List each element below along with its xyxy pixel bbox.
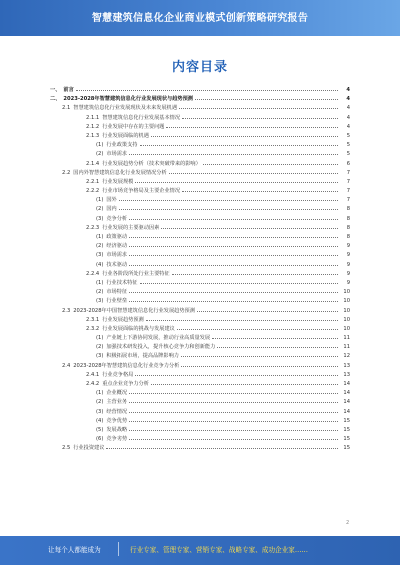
- toc-leader-dots: [129, 291, 338, 293]
- toc-entry-number: 一、: [50, 87, 61, 93]
- toc-entry-page: 10: [343, 298, 350, 305]
- toc-entry-label: 行业发展规模: [102, 178, 134, 185]
- footer-roles: 行业专家、管理专家、营销专家、战略专家、成功企业家……: [130, 546, 309, 554]
- toc-entry[interactable]: [50, 371, 350, 380]
- toc-entry[interactable]: [50, 417, 350, 426]
- toc-entry[interactable]: [50, 426, 350, 435]
- toc-entry[interactable]: [50, 160, 350, 169]
- toc-entry-number: 2.4: [62, 362, 71, 369]
- toc-entry-number: 2.5: [62, 445, 71, 452]
- toc-entry-number: (1): [96, 279, 104, 286]
- toc-leader-dots: [182, 190, 338, 192]
- toc-entry[interactable]: [50, 288, 350, 297]
- toc-entry-label: 产业链上下游协同发展，推动行业高质量发展: [106, 335, 211, 342]
- toc-leader-dots: [161, 227, 338, 229]
- toc-entry[interactable]: [50, 233, 350, 242]
- toc-entry[interactable]: [50, 215, 350, 224]
- report-header-banner: [0, 0, 400, 36]
- toc-entry-page: 4: [346, 96, 350, 103]
- toc-entry-page: 13: [343, 371, 350, 378]
- toc-entry-label: 行业发展面临的挑战与发展建议: [102, 325, 175, 332]
- toc-entry-number: (2): [96, 344, 104, 351]
- toc-entry-page: 15: [343, 436, 350, 443]
- toc-entry-page: 4: [346, 105, 350, 112]
- toc-entry-page: 12: [343, 353, 350, 360]
- toc-entry-page: 8: [346, 234, 350, 240]
- toc-entry-number: 2.2.4: [86, 270, 100, 277]
- toc-entry[interactable]: [50, 95, 350, 104]
- toc-entry-number: 2.1: [62, 105, 71, 112]
- toc-leader-dots: [129, 236, 338, 238]
- footer-divider: [118, 542, 119, 556]
- toc-entry[interactable]: [50, 242, 350, 251]
- toc-entry[interactable]: [50, 150, 350, 159]
- toc-entry-label: 行业竞争格局: [102, 371, 134, 378]
- toc-leader-dots: [119, 199, 338, 201]
- toc-entry-page: 9: [346, 279, 350, 286]
- toc-entry-number: (2): [96, 206, 104, 213]
- toc-entry-page: 6: [346, 160, 350, 167]
- toc-leader-dots: [129, 153, 338, 155]
- toc-entry-label: 竞争优势: [106, 417, 128, 424]
- toc-entry[interactable]: [50, 352, 350, 361]
- toc-entry-number: (1): [96, 197, 104, 204]
- toc-entry-label: 2023-2028年智慧建筑信息化行业发展现状与趋势预测: [63, 96, 193, 103]
- toc-entry-page: 4: [346, 123, 350, 130]
- toc-entry-number: 2.1.4: [86, 160, 100, 167]
- toc-entry-number: (3): [96, 252, 104, 259]
- toc-entry[interactable]: [50, 270, 350, 279]
- toc-leader-dots: [129, 392, 338, 394]
- toc-leader-dots: [129, 300, 338, 302]
- toc-entry-number: (1): [96, 335, 104, 342]
- toc-entry[interactable]: [50, 261, 350, 270]
- toc-leader-dots: [217, 346, 338, 348]
- report-title: 智慧建筑信息化企业商业模式创新策略研究报告: [91, 13, 309, 24]
- toc-entry[interactable]: [50, 251, 350, 260]
- toc-entry-page: 9: [346, 243, 350, 250]
- toc-entry-label: 2023-2028年中国智慧建筑信息化行业发展趋势预测: [73, 307, 195, 314]
- toc-leader-dots: [181, 365, 338, 367]
- toc-entry-label: 竞争劣势: [106, 436, 128, 443]
- page-number: 2: [346, 520, 350, 526]
- toc-entry-number: (1): [96, 234, 104, 240]
- toc-entry[interactable]: [50, 380, 350, 389]
- toc-leader-dots: [197, 310, 338, 312]
- toc-entry-number: 2.4.1: [86, 371, 100, 378]
- toc-entry-page: 15: [343, 417, 350, 424]
- toc-leader-dots: [195, 98, 338, 100]
- toc-leader-dots: [129, 401, 338, 403]
- toc-entry-page: 15: [343, 426, 350, 433]
- toc-entry[interactable]: [50, 435, 350, 444]
- toc-entry-label: 国内: [106, 206, 117, 213]
- toc-entry-number: (6): [96, 436, 104, 443]
- toc-entry[interactable]: [50, 132, 350, 141]
- toc-leader-dots: [151, 135, 338, 137]
- toc-entry-page: 14: [343, 390, 350, 397]
- toc-entry-label: 行业壁垒: [106, 298, 128, 305]
- toc-entry-page: 5: [346, 142, 350, 149]
- toc-entry[interactable]: [50, 389, 350, 398]
- toc-entry[interactable]: [50, 325, 350, 334]
- toc-entry-number: 2.3.2: [86, 325, 100, 332]
- toc-entry[interactable]: [50, 114, 350, 123]
- toc-entry[interactable]: [50, 307, 350, 316]
- toc-entry-page: 13: [343, 362, 350, 369]
- toc-entry-label: 国内外智慧建筑信息化行业发展情况分析: [73, 169, 167, 176]
- toc-entry-number: (2): [96, 243, 104, 250]
- toc-entry-label: 行业各阶段所处行业主要特征: [102, 270, 170, 277]
- toc-leader-dots: [106, 447, 338, 449]
- toc-leader-dots: [129, 218, 338, 220]
- toc-entry[interactable]: [50, 316, 350, 325]
- toc-entry[interactable]: [50, 297, 350, 306]
- toc-leader-dots: [172, 273, 338, 275]
- toc-leader-dots: [135, 374, 338, 376]
- toc-entry-page: 14: [343, 399, 350, 406]
- toc-entry-page: 8: [346, 224, 350, 231]
- toc-entry-label: 市场需求: [106, 151, 128, 158]
- toc-entry[interactable]: [50, 196, 350, 205]
- toc-leader-dots: [166, 126, 338, 128]
- toc-entry-page: 10: [343, 307, 350, 314]
- footer-slogan: 让每个人都能成为: [48, 546, 101, 554]
- toc-entry[interactable]: [50, 343, 350, 352]
- toc-entry-number: 2.1.1: [86, 114, 100, 121]
- toc-entry-label: 技术驱动: [106, 261, 128, 268]
- toc-entry-page: 8: [346, 206, 350, 213]
- toc-entry-label: 重点企业竞争力分析: [102, 381, 149, 387]
- toc-leader-dots: [135, 181, 338, 183]
- toc-entry-page: 14: [343, 381, 350, 387]
- toc-entry-label: 前言: [63, 87, 74, 93]
- toc-entry-page: 4: [346, 114, 350, 121]
- toc-entry-label: 市场特征: [106, 289, 128, 296]
- toc-entry-label: 行业投资建议: [73, 445, 105, 452]
- toc-entry-page: 9: [346, 270, 350, 277]
- toc-entry-page: 15: [343, 445, 350, 452]
- toc-leader-dots: [129, 420, 338, 422]
- toc-entry-page: 7: [346, 169, 350, 176]
- toc-entry[interactable]: [50, 279, 350, 288]
- toc-entry-page: 7: [346, 178, 350, 185]
- toc-entry-page: 14: [343, 408, 350, 415]
- toc-leader-dots: [179, 107, 338, 109]
- toc-entry-label: 市场需求: [106, 252, 128, 259]
- toc-entry-label: 行业发展趋势预测: [102, 316, 144, 323]
- toc-leader-dots: [119, 208, 338, 210]
- toc-entry-number: (3): [96, 353, 104, 360]
- toc-entry-number: (1): [96, 390, 104, 397]
- toc-entry-number: (3): [96, 408, 104, 415]
- toc-leader-dots: [169, 172, 338, 174]
- toc-entry-number: 2.2: [62, 169, 71, 176]
- toc-leader-dots: [129, 438, 338, 440]
- toc-entry-label: 发展战略: [106, 426, 128, 433]
- toc-entry-page: 8: [346, 215, 350, 222]
- toc-entry-page: 10: [343, 289, 350, 296]
- toc-leader-dots: [129, 254, 338, 256]
- toc-entry-number: 2.2.1: [86, 178, 100, 185]
- toc-entry-page: 5: [346, 151, 350, 158]
- toc-entry-page: 9: [346, 252, 350, 259]
- toc-entry-number: (1): [96, 142, 104, 149]
- toc-leader-dots: [129, 264, 338, 266]
- toc-entry[interactable]: [50, 187, 350, 196]
- toc-entry-label: 经济驱动: [106, 243, 128, 250]
- toc-entry[interactable]: [50, 408, 350, 417]
- toc-entry-label: 积极拓展市场，提高品牌影响力: [106, 353, 179, 360]
- table-of-contents: [50, 86, 350, 454]
- toc-entry-number: (2): [96, 399, 104, 406]
- toc-entry[interactable]: [50, 224, 350, 233]
- toc-entry-number: (2): [96, 289, 104, 296]
- toc-entry-number: 二、: [50, 96, 61, 103]
- toc-leader-dots: [76, 89, 338, 91]
- toc-entry-number: (4): [96, 261, 104, 268]
- toc-entry-label: 行业发展趋势分析（技术突破带来的影响）: [102, 160, 201, 167]
- toc-entry-page: 9: [346, 261, 350, 268]
- toc-entry-page: 11: [343, 344, 350, 351]
- toc-entry-number: (3): [96, 298, 104, 305]
- toc-entry-number: 2.1.2: [86, 123, 100, 130]
- toc-leader-dots: [129, 411, 338, 413]
- toc-entry-number: 2.2.3: [86, 224, 100, 231]
- toc-leader-dots: [212, 337, 338, 339]
- toc-entry-label: 行业政策支持: [106, 142, 138, 149]
- toc-entry-number: (4): [96, 417, 104, 424]
- toc-entry-label: 国外: [106, 197, 117, 204]
- toc-entry[interactable]: [50, 169, 350, 178]
- toc-leader-dots: [140, 282, 339, 284]
- toc-entry-number: 2.1.3: [86, 132, 100, 139]
- toc-entry-number: (3): [96, 215, 104, 222]
- toc-entry-page: 5: [346, 132, 350, 139]
- toc-entry-label: 企业概况: [106, 390, 128, 397]
- toc-entry-page: 7: [346, 188, 350, 195]
- toc-entry-page: 10: [343, 325, 350, 332]
- toc-entry-label: 竞争分析: [106, 215, 128, 222]
- toc-leader-dots: [203, 163, 338, 165]
- toc-entry-page: 7: [346, 197, 350, 204]
- toc-entry-label: 主营业务: [106, 399, 128, 406]
- toc-entry-label: 行业市场竞争格局及主要企业情况: [102, 188, 181, 195]
- toc-entry-number: 2.2.2: [86, 188, 100, 195]
- toc-entry-number: 2.3: [62, 307, 71, 314]
- toc-entry-label: 智慧建筑信息化行业发展现状及未来发展机遇: [73, 105, 178, 112]
- toc-leader-dots: [146, 319, 338, 321]
- toc-entry-label: 经营情况: [106, 408, 128, 415]
- toc-leader-dots: [151, 383, 338, 385]
- toc-leader-dots: [129, 429, 338, 431]
- footer-banner: [0, 536, 400, 565]
- toc-entry-number: (5): [96, 426, 104, 433]
- toc-entry-label: 政策驱动: [106, 234, 128, 240]
- toc-entry-label: 2023-2028年智慧建筑信息化行业竞争力分析: [73, 362, 180, 369]
- toc-entry[interactable]: [50, 86, 350, 95]
- toc-entry[interactable]: [50, 104, 350, 113]
- toc-leader-dots: [181, 355, 338, 357]
- toc-leader-dots: [140, 144, 339, 146]
- toc-heading: 内容目录: [171, 60, 228, 75]
- toc-entry-label: 行业技术特征: [106, 279, 138, 286]
- toc-entry-label: 行业发展面临的机遇: [102, 132, 149, 139]
- toc-entry[interactable]: [50, 123, 350, 132]
- toc-entry-label: 加强技术研发投入，提升核心竞争力和创新能力: [106, 344, 216, 351]
- toc-entry-page: 10: [343, 316, 350, 323]
- toc-entry[interactable]: [50, 141, 350, 150]
- toc-entry-page: 11: [343, 335, 350, 342]
- toc-entry[interactable]: [50, 444, 350, 453]
- toc-entry-page: 4: [346, 87, 350, 93]
- toc-entry-number: (2): [96, 151, 104, 158]
- toc-entry[interactable]: [50, 205, 350, 214]
- toc-entry-label: 智慧建筑信息化行业发展基本情况: [102, 114, 181, 121]
- toc-leader-dots: [177, 328, 338, 330]
- toc-entry[interactable]: [50, 362, 350, 371]
- toc-entry-number: 2.3.1: [86, 316, 100, 323]
- toc-entry[interactable]: [50, 178, 350, 187]
- toc-entry[interactable]: [50, 398, 350, 407]
- toc-leader-dots: [129, 245, 338, 247]
- toc-entry-label: 行业发展的主要驱动因素: [102, 224, 160, 231]
- toc-entry-number: 2.4.2: [86, 381, 100, 387]
- toc-entry[interactable]: [50, 334, 350, 343]
- toc-entry-label: 行业发展中存在的主要问题: [102, 123, 165, 130]
- toc-leader-dots: [182, 117, 338, 119]
